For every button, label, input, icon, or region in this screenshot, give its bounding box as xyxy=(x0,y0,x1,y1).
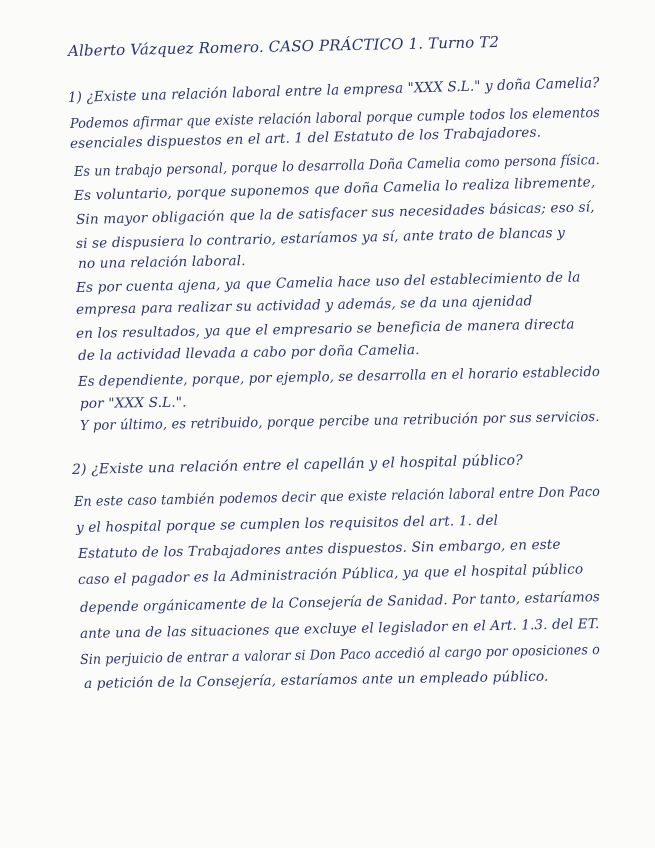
answer-1-line: Sin mayor obligación que la de satisfacer sus necesidades básicas; eso sí, xyxy=(75,199,595,228)
answer-1-line: Es voluntario, porque suponemos que doña Camelia lo realiza libremente, xyxy=(73,174,596,204)
answer-1-line: por "XXX S.L.". xyxy=(79,394,187,412)
answer-1-line: de la actividad llevada a cabo por doña Camelia. xyxy=(77,342,420,364)
page-header: Alberto Vázquez Romero. CASO PRÁCTICO 1. Turno T2 xyxy=(67,32,500,60)
answer-1-line: esenciales dispuestos en el art. 1 del Estatuto de los Trabajadores. xyxy=(69,124,542,152)
question-2-title: 2) ¿Existe una relación entre el capellán y el hospital público? xyxy=(71,452,523,478)
answer-1-line: Podemos afirmar que existe relación laboral porque cumple todos los elementos xyxy=(69,104,601,132)
answer-2-line: a petición de la Consejería, estaríamos ante un empleado público. xyxy=(83,668,549,692)
answer-1-line: no una relación laboral. xyxy=(77,253,246,272)
answer-1-line: en los resultados, ya que el empresario se beneficia de manera directa xyxy=(75,316,575,342)
answer-1-line: si se dispusiera lo contrario, estaríamos ya sí, ante trato de blancas y xyxy=(75,224,566,252)
answer-1-line: Y por último, es retribuido, porque percibe una retribución por sus servicios. xyxy=(79,408,600,434)
answer-2-line: En este caso también podemos decir que existe relación laboral entre Don Paco xyxy=(73,483,601,510)
answer-2-line: depende orgánicamente de la Consejería de Sanidad. Por tanto, estaríamos xyxy=(79,589,601,616)
answer-2-line: y el hospital porque se cumplen los requisitos del art. 1. del xyxy=(75,512,499,536)
question-1-title: 1) ¿Existe una relación laboral entre la empresa "XXX S.L." y doña Camelia? xyxy=(67,75,600,106)
answer-2-line: Sin perjuicio de entrar a valorar si Don Paco accedió al cargo por oposiciones o xyxy=(79,642,601,668)
answer-1-line: Es un trabajo personal, porque lo desarrolla Doña Camelia como persona física. xyxy=(73,152,601,180)
answer-2-line: Estatuto de los Trabajadores antes dispuestos. Sin embargo, en este xyxy=(77,536,561,562)
answer-2-line: caso el pagador es la Administración Pública, ya que el hospital público xyxy=(77,561,584,588)
answer-2-line: ante una de las situaciones que excluye el legislador en el Art. 1.3. del ET. xyxy=(79,616,600,642)
answer-1-line: Es por cuenta ajena, ya que Camelia hace uso del establecimiento de la xyxy=(75,269,581,296)
answer-1-line: Es dependiente, porque, por ejemplo, se desarrolla en el horario establecido xyxy=(77,363,601,390)
answer-1-line: empresa para realizar su actividad y además, se da una ajenidad xyxy=(75,293,533,318)
